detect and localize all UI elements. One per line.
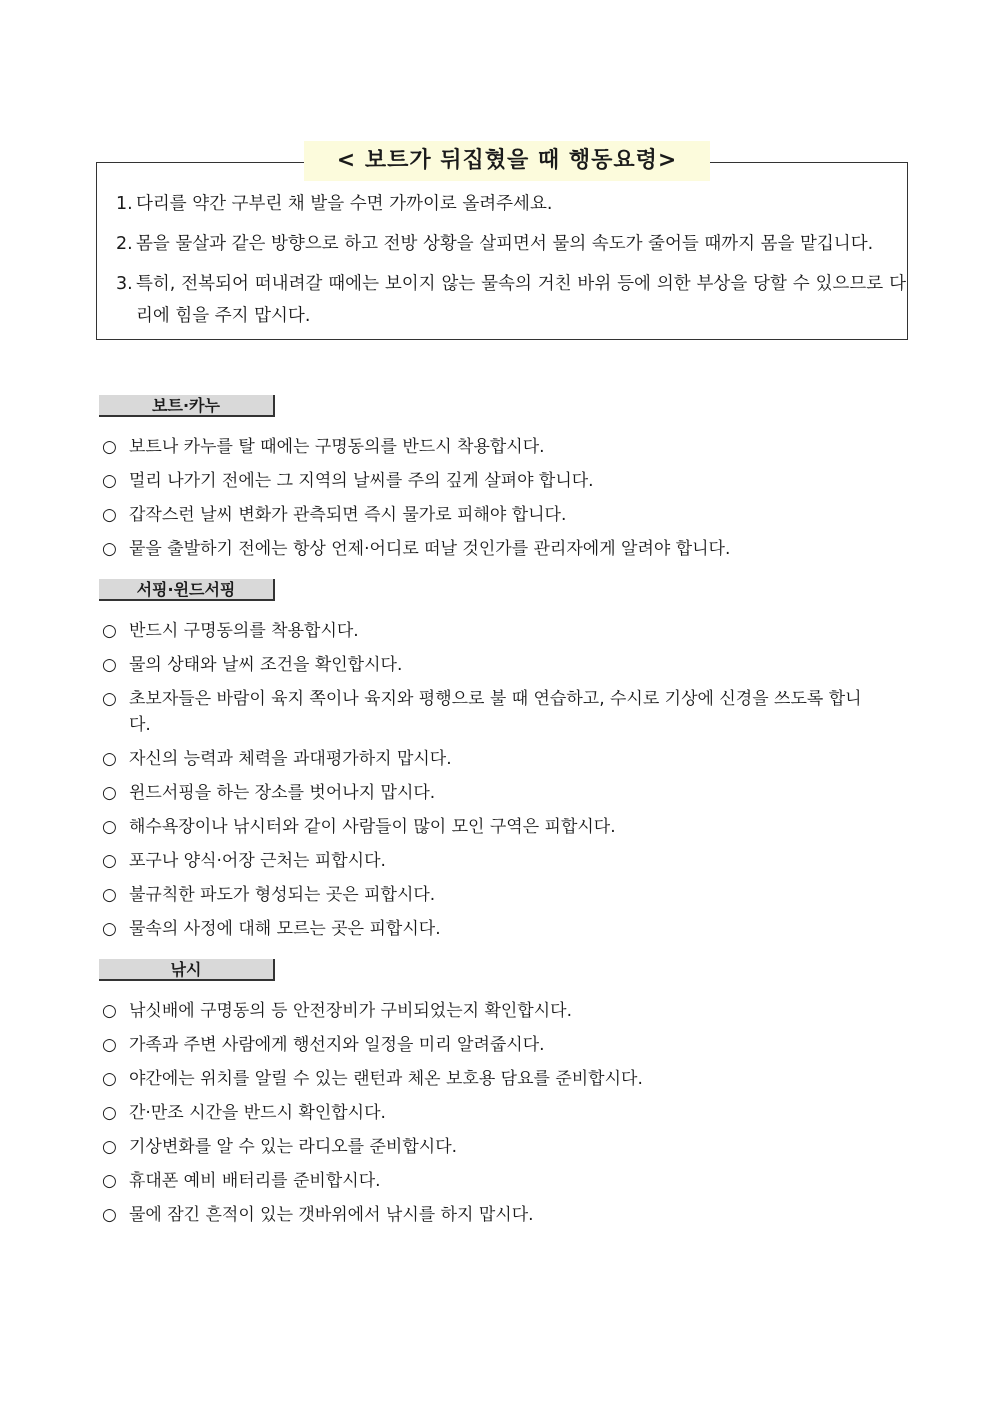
list-item (102, 746, 902, 772)
list-item (102, 780, 902, 806)
item-text: 반드시 구명동의를 착용합시다. (129, 621, 359, 641)
circle-bullet-icon: ○ (102, 851, 117, 871)
circle-bullet-icon: ○ (102, 471, 117, 491)
list-item (102, 1202, 902, 1228)
circle-bullet-icon: ○ (102, 437, 117, 457)
item-text: 기상변화를 알 수 있는 라디오를 준비합시다. (129, 1137, 458, 1157)
item-text: 다리를 약간 구부린 채 발을 수면 가까이로 올려주세요. (136, 194, 553, 214)
item-number: 2. (116, 234, 133, 254)
circle-bullet-icon: ○ (102, 749, 117, 769)
item-text: 불규칙한 파도가 형성되는 곳은 피합시다. (129, 885, 436, 905)
circle-bullet-icon: ○ (102, 505, 117, 525)
circle-bullet-icon: ○ (102, 919, 117, 939)
list-item (102, 1066, 902, 1092)
list-item (102, 536, 902, 562)
item-text: 낚싯배에 구명동의 등 안전장비가 구비되었는지 확인합시다. (129, 1001, 572, 1021)
capsize-guide-list (116, 188, 906, 340)
item-text: 포구나 양식·어장 근처는 피합시다. (129, 851, 386, 871)
capsize-guide-item (116, 188, 906, 220)
item-text: 야간에는 위치를 알릴 수 있는 랜턴과 체온 보호용 담요를 준비합시다. (129, 1069, 643, 1089)
item-text: 가족과 주변 사람에게 행선지와 일정을 미리 알려줍시다. (129, 1035, 545, 1055)
section-label-fishing: 낚시 (99, 959, 275, 981)
list-item (102, 434, 902, 460)
item-text: 특히, 전복되어 떠내려갈 때에는 보이지 않는 물속의 거친 바위 등에 의한 부상을 당할 수 있으므로 다리에 힘을 주지 맙시다. (136, 274, 906, 326)
capsize-guide-item (116, 268, 906, 332)
list-item (102, 502, 902, 528)
circle-bullet-icon: ○ (102, 1171, 117, 1191)
section-list-boat-canoe (102, 434, 902, 570)
item-text: 초보자들은 바람이 육지 쪽이나 육지와 평행으로 불 때 연습하고, 수시로 기상에 신경을 쓰도록 합니다. (129, 689, 862, 735)
item-text: 멀리 나가기 전에는 그 지역의 날씨를 주의 깊게 살펴야 합니다. (129, 471, 594, 491)
item-number: 1. (116, 194, 133, 214)
item-text: 뭍을 출발하기 전에는 항상 언제·어디로 떠날 것인가를 관리자에게 알려야 합니다. (129, 539, 731, 559)
item-text: 물의 상태와 날씨 조건을 확인합시다. (129, 655, 403, 675)
item-text: 휴대폰 예비 배터리를 준비합시다. (129, 1171, 381, 1191)
section-label-boat-canoe: 보트·카누 (99, 395, 275, 417)
item-text: 간·만조 시간을 반드시 확인합시다. (129, 1103, 386, 1123)
item-text: 자신의 능력과 체력을 과대평가하지 맙시다. (129, 749, 452, 769)
circle-bullet-icon: ○ (102, 1103, 117, 1123)
item-text: 보트나 카누를 탈 때에는 구명동의를 반드시 착용합시다. (129, 437, 545, 457)
circle-bullet-icon: ○ (102, 1035, 117, 1055)
item-text: 물에 잠긴 흔적이 있는 갯바위에서 낚시를 하지 맙시다. (129, 1205, 534, 1225)
list-item (102, 1100, 902, 1126)
circle-bullet-icon: ○ (102, 621, 117, 641)
circle-bullet-icon: ○ (102, 1137, 117, 1157)
list-item (102, 618, 902, 644)
list-item (102, 998, 902, 1024)
list-item (102, 916, 902, 942)
list-item (102, 1134, 902, 1160)
section-list-surfing (102, 618, 902, 950)
circle-bullet-icon: ○ (102, 689, 117, 709)
list-item (102, 882, 902, 908)
section-label-surfing: 서핑·윈드서핑 (99, 579, 275, 601)
list-item (102, 652, 902, 678)
item-text: 몸을 물살과 같은 방향으로 하고 전방 상황을 살피면서 물의 속도가 줄어들 때까지 몸을 맡깁니다. (136, 234, 874, 254)
list-item (102, 848, 902, 874)
item-text: 해수욕장이나 낚시터와 같이 사람들이 많이 모인 구역은 피합시다. (129, 817, 616, 837)
circle-bullet-icon: ○ (102, 655, 117, 675)
circle-bullet-icon: ○ (102, 783, 117, 803)
list-item (102, 1032, 902, 1058)
circle-bullet-icon: ○ (102, 817, 117, 837)
list-item (102, 1168, 902, 1194)
circle-bullet-icon: ○ (102, 539, 117, 559)
item-text: 물속의 사정에 대해 모르는 곳은 피합시다. (129, 919, 441, 939)
circle-bullet-icon: ○ (102, 1001, 117, 1021)
section-list-fishing (102, 998, 902, 1236)
circle-bullet-icon: ○ (102, 885, 117, 905)
circle-bullet-icon: ○ (102, 1205, 117, 1225)
item-text: 윈드서핑을 하는 장소를 벗어나지 맙시다. (129, 783, 436, 803)
capsize-guide-title: < 보트가 뒤집혔을 때 행동요령> (304, 141, 710, 181)
capsize-guide-item (116, 228, 906, 260)
circle-bullet-icon: ○ (102, 1069, 117, 1089)
list-item (102, 468, 902, 494)
list-item (102, 814, 902, 840)
item-number: 3. (116, 274, 133, 294)
item-text: 갑작스런 날씨 변화가 관측되면 즉시 물가로 피해야 합니다. (129, 505, 567, 525)
list-item (102, 686, 902, 738)
